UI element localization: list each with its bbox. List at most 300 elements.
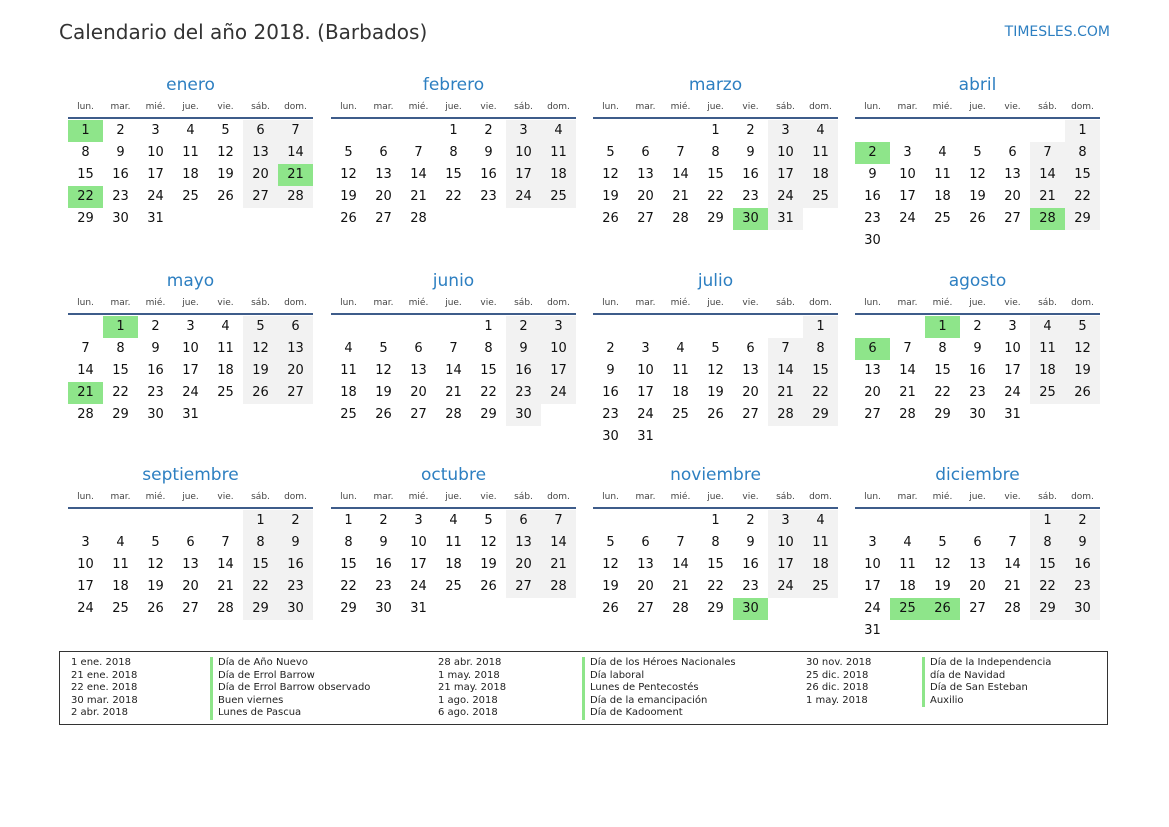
day-cell: 14 [278,142,313,164]
day-cell: 3 [186,319,195,334]
day-cell: 3 [903,145,912,160]
holiday-name: Día de Kadooment [582,707,736,720]
day-cell: 18 [445,557,462,572]
day-cell: 23 [742,579,759,594]
day-cell: 25 [803,576,838,598]
day-cell: 11 [445,535,462,550]
day-cell: 26 [147,601,164,616]
week-row [331,382,576,404]
day-cell: 10 [899,167,916,182]
day-cell: 16 [969,363,986,378]
holiday-name: Día de la Independencia [922,657,1051,670]
empty-cell [960,620,995,642]
weekday-label: lun. [340,492,357,502]
empty-cell [208,510,243,532]
day-cell: 11 [672,363,689,378]
week-row [331,316,576,338]
day-cell: 8 [81,145,90,160]
day-cell: 23 [506,382,541,404]
weekday-label: dom. [809,102,832,112]
day-cell: 4 [541,120,576,142]
holiday-date: 21 ene. 2018 [71,669,138,681]
weekday-label: jue. [182,492,199,502]
day-cell: 19 [969,189,986,204]
week-row [855,338,1100,360]
day-cell: 14 [77,363,94,378]
week-row [68,360,313,382]
day-cell: 25 [445,579,462,594]
day-cell: 14 [217,557,234,572]
empty-cell [243,208,278,230]
holiday-date: 1 ago. 2018 [438,694,498,706]
month-name: junio [432,271,475,291]
day-cell: 29 [340,601,357,616]
day-cell: 12 [480,535,497,550]
week-row [593,554,838,576]
day-cell: 11 [803,532,838,554]
weekday-label: dom. [284,298,307,308]
weekday-header [331,98,576,116]
empty-cell [541,598,576,620]
day-cell: 5 [711,341,720,356]
weekday-label: mié. [670,492,691,502]
week-row [593,142,838,164]
empty-cell [471,598,506,620]
header-rule [331,507,576,509]
empty-cell [628,120,663,142]
day-cell: 16 [602,385,619,400]
day-cell: 13 [1004,167,1021,182]
day-cell: 19 [602,189,619,204]
day-cell: 13 [243,142,278,164]
empty-cell [541,404,576,426]
day-cell: 16 [278,554,313,576]
day-cell: 15 [707,167,724,182]
day-cell: 23 [147,385,164,400]
header-rule [68,507,313,509]
weekday-label: jue. [707,298,724,308]
day-cell: 15 [340,557,357,572]
weekday-label: mar. [373,298,394,308]
week-row [331,208,576,230]
day-cell: 17 [182,363,199,378]
weekday-label: vie. [217,298,234,308]
week-row [855,510,1100,532]
day-cell: 25 [803,186,838,208]
day-cell: 1 [803,316,838,338]
empty-cell [541,208,576,230]
day-cell: 20 [969,579,986,594]
day-cell: 19 [480,557,497,572]
day-cell: 23 [969,385,986,400]
day-cell: 27 [637,211,654,226]
day-cell: 1 [1065,120,1100,142]
empty-cell [890,230,925,252]
day-cell: 8 [1065,142,1100,164]
day-cell: 6 [243,120,278,142]
day-cell: 30 [147,407,164,422]
day-cell: 25 [182,189,199,204]
weekday-label: mié. [932,298,953,308]
empty-cell [663,316,698,338]
week-row [855,404,1100,426]
day-cell: 7 [278,120,313,142]
weekday-label: mar. [635,492,656,502]
empty-cell [103,510,138,532]
day-cell: 4 [221,319,230,334]
weekday-label: mié. [932,102,953,112]
day-cell: 1 [449,123,458,138]
month-noviembre [593,464,838,620]
empty-cell [925,230,960,252]
day-cell: 6 [414,341,423,356]
empty-cell [960,230,995,252]
day-cell: 16 [864,189,881,204]
day-cell: 5 [221,123,230,138]
weekday-label: jue. [707,492,724,502]
day-cell: 28 [672,601,689,616]
day-cell: 20 [182,579,199,594]
week-row [855,120,1100,142]
day-cell: 28 [410,211,427,226]
day-cell: 12 [243,338,278,360]
week-row [68,186,313,208]
empty-cell [628,510,663,532]
day-cell: 14 [672,167,689,182]
empty-cell [803,598,838,620]
month-junio [331,270,576,426]
brand-link[interactable]: TIMESLES.COM [1004,24,1110,40]
weekday-header [593,98,838,116]
week-row [68,598,313,620]
day-cell: 10 [768,142,803,164]
day-cell: 14 [1030,164,1065,186]
day-cell: 27 [243,186,278,208]
week-row [593,576,838,598]
weekday-label: dom. [809,492,832,502]
day-cell: 20 [1004,189,1021,204]
weekday-header [68,98,313,116]
empty-cell [401,120,436,142]
day-cell: 14 [768,360,803,382]
day-cell: 22 [243,576,278,598]
weekday-label: vie. [1004,298,1021,308]
day-cell: 27 [278,382,313,404]
day-cell: 6 [278,316,313,338]
day-cell: 31 [147,211,164,226]
weekday-label: lun. [864,298,881,308]
weekday-label: mié. [932,492,953,502]
day-cell: 8 [938,341,947,356]
weekday-label: jue. [182,298,199,308]
week-row [331,598,576,620]
weekday-label: lun. [340,102,357,112]
day-cell: 9 [973,341,982,356]
day-cell: 23 [480,189,497,204]
month-enero [68,74,313,230]
day-cell: 25 [1030,382,1065,404]
weekday-label: jue. [707,102,724,112]
day-cell: 18 [803,164,838,186]
empty-cell [331,120,366,142]
day-cell: 6 [379,145,388,160]
day-cell: 10 [506,142,541,164]
day-cell: 29 [480,407,497,422]
day-cell: 18 [182,167,199,182]
empty-cell [663,510,698,532]
weekday-label: sáb. [514,102,533,112]
day-cell: 26 [375,407,392,422]
empty-cell [173,510,208,532]
day-cell: 17 [506,164,541,186]
holiday-date: 2 abr. 2018 [71,707,129,719]
day-cell: 18 [217,363,234,378]
day-cell: 15 [1065,164,1100,186]
day-cell: 7 [768,338,803,360]
day-cell: 18 [899,579,916,594]
week-row [331,404,576,426]
day-cell: 5 [151,535,160,550]
week-row [331,338,576,360]
day-cell: 21 [445,385,462,400]
day-cell: 29 [707,601,724,616]
day-cell: 4 [676,341,685,356]
day-cell: 10 [1004,341,1021,356]
day-cell: 25 [541,186,576,208]
weekday-label: vie. [217,492,234,502]
day-cell: 29 [77,211,94,226]
day-cell: 18 [112,579,129,594]
holiday-date: 1 ene. 2018 [71,657,131,668]
day-cell: 4 [803,510,838,532]
day-cell: 4 [1030,316,1065,338]
day-cell: 18 [1030,360,1065,382]
weekday-label: lun. [77,102,94,112]
day-cell: 30 [1065,598,1100,620]
day-cell: 21 [68,382,103,404]
weekday-label: mar. [897,492,918,502]
day-cell: 9 [151,341,160,356]
weekday-label: vie. [742,102,759,112]
day-cell: 24 [768,576,803,598]
month-name: enero [166,75,215,95]
day-cell: 5 [606,145,615,160]
weekday-label: lun. [864,102,881,112]
day-cell: 10 [182,341,199,356]
day-cell: 17 [77,579,94,594]
day-cell: 16 [1065,554,1100,576]
week-row [593,208,838,230]
empty-cell [138,510,173,532]
empty-cell [366,316,401,338]
day-cell: 15 [243,554,278,576]
week-row [855,208,1100,230]
header-rule [855,507,1100,509]
day-cell: 20 [637,579,654,594]
day-cell: 8 [484,341,493,356]
day-cell: 17 [1004,363,1021,378]
day-cell: 16 [480,167,497,182]
empty-cell [593,316,628,338]
day-cell: 1 [243,510,278,532]
week-row [593,532,838,554]
week-row [68,120,313,142]
empty-cell [278,208,313,230]
weekday-label: mar. [897,298,918,308]
day-cell: 26 [925,598,960,620]
day-cell: 14 [1004,557,1021,572]
empty-cell [628,316,663,338]
day-cell: 26 [969,211,986,226]
week-row [593,510,838,532]
weekday-label: vie. [1004,492,1021,502]
day-cell: 2 [746,123,755,138]
month-name: marzo [688,75,743,95]
day-cell: 10 [864,557,881,572]
weekday-label: jue. [969,492,986,502]
empty-cell [925,620,960,642]
week-row [855,360,1100,382]
month-name: diciembre [935,465,1020,485]
day-cell: 17 [147,167,164,182]
empty-cell [1065,620,1100,642]
weekday-label: dom. [284,492,307,502]
day-cell: 22 [340,579,357,594]
day-cell: 24 [864,601,881,616]
day-cell: 11 [182,145,199,160]
week-row [68,532,313,554]
week-row [331,532,576,554]
day-cell: 12 [1065,338,1100,360]
week-row [593,316,838,338]
day-cell: 9 [746,145,755,160]
empty-cell [995,120,1030,142]
day-cell: 8 [1030,532,1065,554]
day-cell: 29 [1065,208,1100,230]
day-cell: 8 [449,145,458,160]
holiday-legend [59,651,1108,725]
day-cell: 2 [379,513,388,528]
empty-cell [506,598,541,620]
weekday-label: sáb. [1038,298,1057,308]
month-octubre [331,464,576,620]
day-cell: 19 [707,385,724,400]
weekday-label: sáb. [1038,102,1057,112]
day-cell: 19 [243,360,278,382]
day-cell: 19 [375,385,392,400]
empty-cell [1065,230,1100,252]
empty-cell [331,316,366,338]
day-cell: 12 [707,363,724,378]
weekday-header [855,294,1100,312]
day-cell: 27 [375,211,392,226]
day-cell: 28 [768,404,803,426]
day-cell: 27 [1004,211,1021,226]
month-name: abril [958,75,997,95]
day-cell: 24 [506,186,541,208]
month-septiembre [68,464,313,620]
header-rule [855,117,1100,119]
day-cell: 11 [803,142,838,164]
empty-cell [366,120,401,142]
day-cell: 22 [803,382,838,404]
day-cell: 17 [410,557,427,572]
day-cell: 3 [81,535,90,550]
week-row [593,426,838,448]
holiday-date: 30 nov. 2018 [806,657,872,668]
day-cell: 29 [1030,598,1065,620]
day-cell: 15 [803,360,838,382]
day-cell: 24 [637,407,654,422]
day-cell: 29 [243,598,278,620]
week-row [593,164,838,186]
day-cell: 1 [103,316,138,338]
weekday-label: vie. [480,102,497,112]
day-cell: 4 [449,513,458,528]
legend-dates-column [71,657,138,720]
week-row [68,404,313,426]
day-cell: 13 [637,557,654,572]
day-cell: 22 [934,385,951,400]
day-cell: 4 [344,341,353,356]
holiday-name: Lunes de Pascua [210,707,370,720]
month-name: noviembre [670,465,761,485]
month-name: octubre [420,465,487,485]
week-row [68,510,313,532]
day-cell: 29 [707,211,724,226]
day-cell: 25 [672,407,689,422]
weekday-label: mar. [110,492,131,502]
day-cell: 11 [541,142,576,164]
day-cell: 15 [1030,554,1065,576]
empty-cell [890,120,925,142]
day-cell: 22 [707,579,724,594]
week-row [331,164,576,186]
day-cell: 11 [217,341,234,356]
empty-cell [1030,230,1065,252]
day-cell: 2 [606,341,615,356]
weekday-label: mar. [110,102,131,112]
day-cell: 11 [340,363,357,378]
day-cell: 12 [602,557,619,572]
day-cell: 16 [742,167,759,182]
day-cell: 15 [77,167,94,182]
day-cell: 9 [868,167,877,182]
day-cell: 3 [541,316,576,338]
weekday-label: mié. [145,102,166,112]
day-cell: 21 [899,385,916,400]
day-cell: 21 [672,579,689,594]
day-cell: 3 [506,120,541,142]
weekday-label: sáb. [251,298,270,308]
day-cell: 24 [77,601,94,616]
empty-cell [855,510,890,532]
day-cell: 6 [506,510,541,532]
day-cell: 16 [375,557,392,572]
legend-names-column [922,657,1051,707]
weekday-label: sáb. [1038,492,1057,502]
day-cell: 27 [506,576,541,598]
day-cell: 14 [541,532,576,554]
day-cell: 30 [733,598,768,620]
day-cell: 15 [112,363,129,378]
day-cell: 24 [147,189,164,204]
day-cell: 10 [77,557,94,572]
day-cell: 23 [375,579,392,594]
day-cell: 27 [182,601,199,616]
header-rule [331,117,576,119]
day-cell: 20 [637,189,654,204]
